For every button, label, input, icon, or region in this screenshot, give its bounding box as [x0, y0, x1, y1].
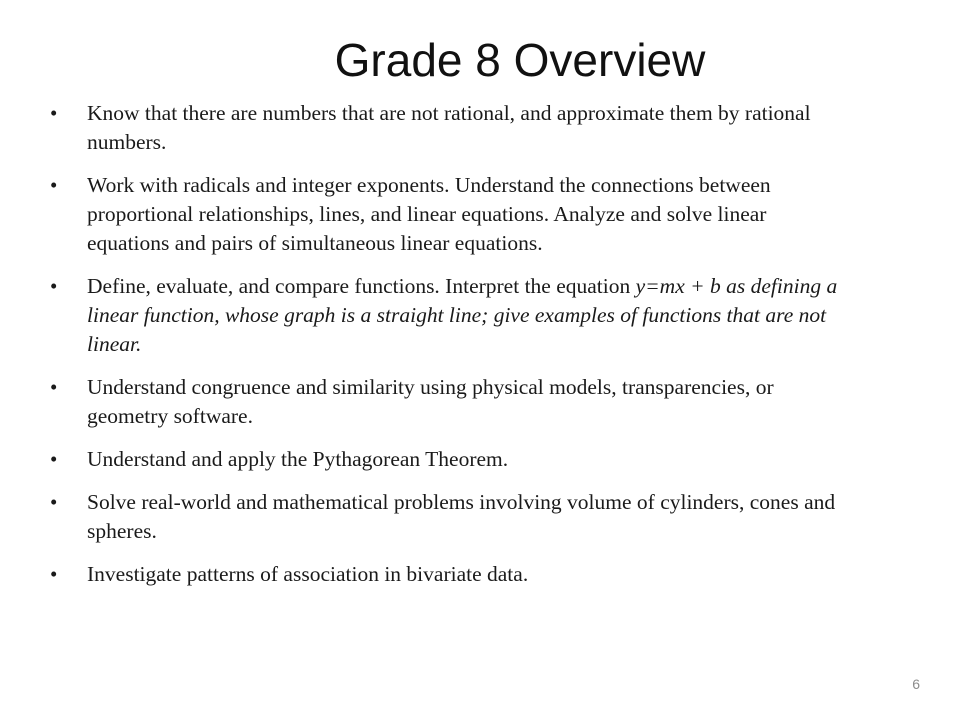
bullet-item: • Work with radicals and integer exponents. Understand the connections between proportional relationships, lines, and linear equations. Analyze and solve linear equations and pairs of simultaneous linear equations. [49, 171, 849, 258]
slide-title: Grade 8 Overview [334, 34, 706, 86]
bullet-item: • Understand congruence and similarity using physical models, transparencies, or geometry software. [49, 373, 849, 431]
bullet-list [49, 99, 849, 603]
bullet-italic-text: y=mx + b as defining a linear function, whose graph is a straight line; give examples of functions that are not linear. [87, 274, 838, 356]
bullet-item [49, 272, 849, 359]
bullet-item: • Understand and apply the Pythagorean Theorem. [49, 445, 849, 474]
bullet-item: • Know that there are numbers that are not rational, and approximate them by rational numbers. [49, 99, 849, 157]
bullet-text: Define, evaluate, and compare functions. Interpret the equation [87, 274, 636, 298]
bullet-item: • Investigate patterns of association in bivariate data. [49, 560, 849, 589]
bullet-item: • Solve real-world and mathematical problems involving volume of cylinders, cones and spheres. [49, 488, 849, 546]
page-number: 6 [912, 676, 920, 692]
